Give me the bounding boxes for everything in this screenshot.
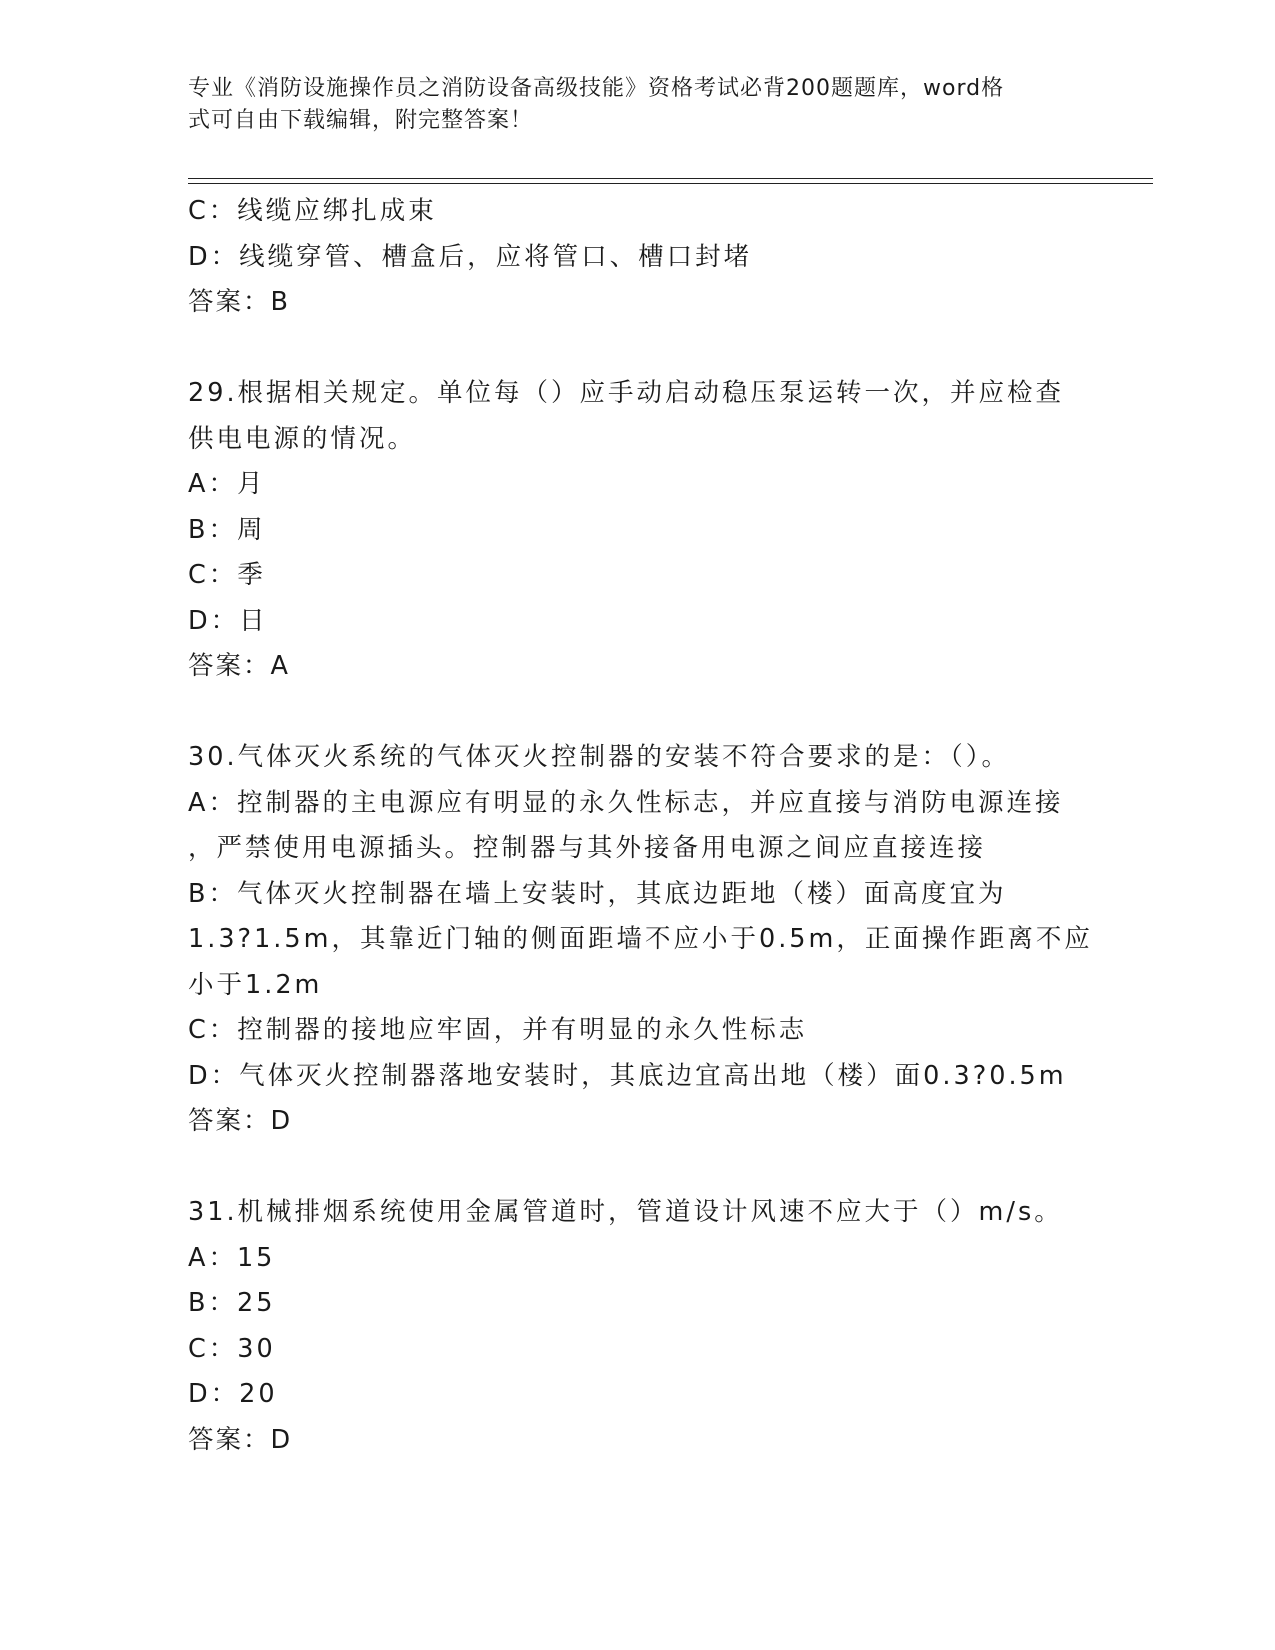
q30-option-a-line-1: A：控制器的主电源应有明显的永久性标志，并应直接与消防电源连接 (188, 787, 1064, 818)
document-header (188, 73, 1068, 137)
q29-stem-line-1: 29.根据相关规定。单位每（）应手动启动稳压泵运转一次，并应检查 (188, 378, 1065, 408)
header-line-2: 式可自由下载编辑，附完整答案！ (188, 108, 534, 133)
header-divider-top (188, 178, 1153, 179)
question-31 (188, 1190, 1088, 1463)
q30-option-c: C：控制器的接地应牢固，并有明显的永久性标志 (188, 1015, 808, 1045)
header-line-1: 专业《消防设施操作员之消防设备高级技能》资格考试必背200题题库，word格 (188, 76, 1005, 101)
q31-answer: 答案：D (188, 1424, 293, 1455)
q29-option-d: D：日 (188, 605, 268, 636)
q30-option-a-line-2: ，严禁使用电源插头。控制器与其外接备用电源之间应直接连接 (188, 833, 987, 863)
q30-option-b-line-1: B：气体灭火控制器在墙上安装时，其底边距地（楼）面高度宜为 (188, 878, 1007, 909)
q29-stem-line-2: 供电电源的情况。 (188, 423, 417, 454)
q30-stem: 30.气体灭火系统的气体灭火控制器的安装不符合要求的是：（）。 (188, 742, 1011, 772)
q29-option-c: C：季 (188, 560, 266, 590)
q31-option-d: D：20 (188, 1379, 278, 1409)
q28-option-d: D：线缆穿管、槽盒后，应将管口、槽口封堵 (188, 241, 753, 272)
q30-option-b-line-2: 1.3?1.5m，其靠近门轴的侧面距墙不应小于0.5m，正面操作距离不应 (188, 924, 1093, 954)
header-divider-bottom (188, 183, 1153, 184)
q29-answer: 答案：A (188, 651, 290, 681)
spacer (188, 690, 1088, 736)
question-28 (188, 189, 1088, 326)
question-30 (188, 735, 1093, 1145)
q30-answer: 答案：D (188, 1106, 293, 1136)
q28-answer: 答案：B (188, 287, 290, 317)
q31-stem: 31.机械排烟系统使用金属管道时，管道设计风速不应大于（）m/s。 (188, 1197, 1063, 1227)
q31-option-a: A：15 (188, 1242, 276, 1273)
document-body (188, 189, 1093, 1463)
question-29 (188, 371, 1088, 690)
q31-option-c: C：30 (188, 1333, 276, 1364)
q28-option-c: C：线缆应绑扎成束 (188, 196, 437, 226)
q29-option-a: A：月 (188, 469, 266, 499)
q31-option-b: B：25 (188, 1288, 276, 1318)
q30-option-b-line-3: 小于1.2m (188, 969, 323, 1000)
q29-option-b: B：周 (188, 514, 266, 545)
spacer (188, 326, 1088, 372)
q30-option-d: D：气体灭火控制器落地安装时，其底边宜高出地（楼）面0.3?0.5m (188, 1060, 1067, 1091)
spacer (188, 1145, 1088, 1191)
